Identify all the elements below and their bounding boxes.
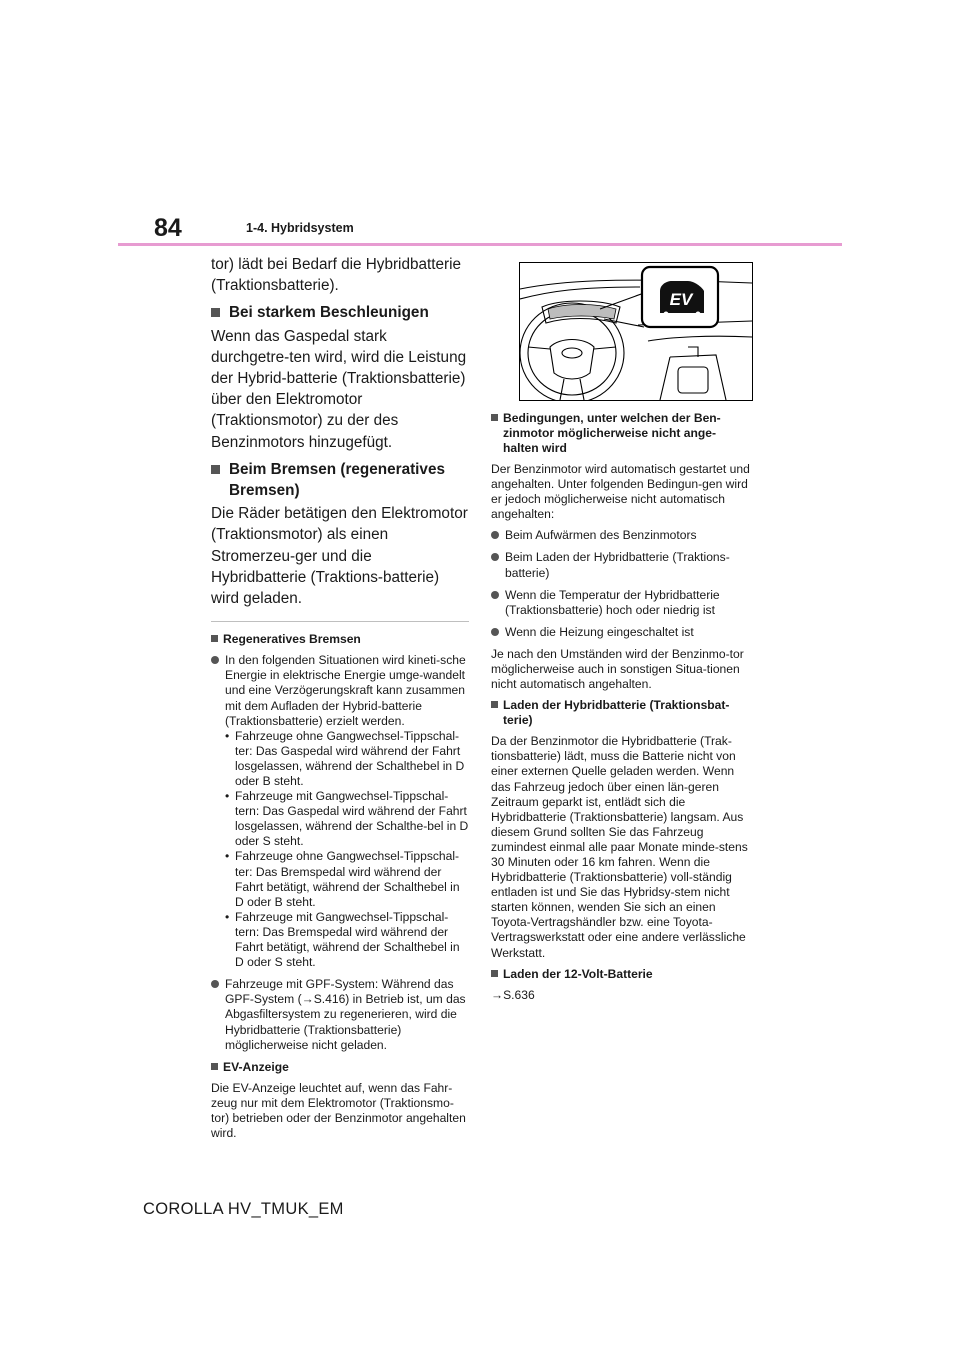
heading-12v-text: Laden der 12-Volt-Batterie: [503, 966, 653, 981]
condition-bullet-text: Wenn die Heizung eingeschaltet ist: [505, 624, 694, 639]
dashboard-drawing: [520, 263, 752, 400]
page-number: 84: [154, 214, 182, 242]
condition-bullet: [491, 588, 751, 618]
square-bullet-icon: [491, 970, 498, 977]
section-title: 1-4. Hybridsystem: [246, 221, 354, 235]
heading-ev-text: EV-Anzeige: [223, 1059, 289, 1074]
condition-bullet: [491, 625, 751, 640]
heading-engine-conditions: [491, 411, 751, 456]
regen-subitem: [225, 789, 469, 849]
regen-subitem-text: Fahrzeuge mit Gangwechsel-Tippschal-tern: Das Gaspedal wird während der Fahrt losgelassen, während der Schalthe-bel in D oder S steht.: [235, 789, 469, 849]
regen-bullet-1: [211, 653, 469, 970]
round-bullet-icon: [211, 656, 219, 664]
regen-subitem-text: Fahrzeuge ohne Gangwechsel-Tippschal-ter: Das Bremspedal wird während der Fahrt betätigt, während der Schalthebel in D oder B steht.: [235, 849, 460, 909]
intro-paragraph: tor) lädt bei Bedarf die Hybridbatterie (Traktionsbatterie).: [211, 256, 461, 295]
ev-paragraph: Die EV-Anzeige leuchtet auf, wenn das Fahr-zeug nur mit dem Elektromotor (Traktionsmo-tor) betrieben oder der Benzinmotor angehalten wird.: [211, 1080, 466, 1140]
subitem-dot-icon: •: [225, 728, 230, 743]
heading-hybrid-charging: [491, 698, 751, 728]
heading-engine-conditions-text: Bedingungen, unter welchen der Ben-zinmotor möglicherweise nicht ange-halten wird: [503, 411, 721, 455]
acceleration-paragraph: Wenn das Gaspedal stark durchgetre-ten wird, wird die Leistung der Hybrid-batterie (Traktionsbatterie) über den Elektromotor (Traktionsmotor) zu der des Benzinmotors hinzugefügt.: [211, 327, 467, 451]
conditions-paragraph: Der Benzinmotor wird automatisch gestartet und angehalten. Unter folgenden Bedingun-gen wird er jedoch möglicherweise nicht automatisch angehalten:: [491, 462, 750, 522]
dashboard-illustration: [519, 262, 753, 401]
condition-bullet-text: Wenn die Temperatur der Hybridbatterie (Traktionsbatterie) hoch oder niedrig ist: [505, 587, 720, 617]
regen-bullet-1-text: In den folgenden Situationen wird kineti-sche Energie in elektrische Energie umge-wandelt und eine Verzögerungskraft kann zusammen mit dem Aufladen der Hybrid-batterie (Traktionsbatterie) erzielt werden.: [225, 653, 466, 728]
regen-subitem-text: Fahrzeuge mit Gangwechsel-Tippschal-tern: Das Bremspedal wird während der Fahrt betätigt, während der Schalthebel in D oder S steht.: [235, 909, 460, 970]
square-bullet-icon: [491, 701, 498, 708]
left-column: [211, 254, 469, 1147]
condition-bullet: [491, 550, 751, 580]
heading-hybrid-charging-text: Laden der Hybridbatterie (Traktionsbat-terie): [503, 698, 730, 728]
heading-acceleration-text: Bei starkem Beschleunigen: [229, 304, 429, 322]
subitem-dot-icon: •: [225, 849, 230, 864]
square-bullet-icon: [211, 465, 220, 474]
footer-model: COROLLA HV_TMUK_EM: [143, 1200, 344, 1218]
heading-braking-text: Beim Bremsen (regeneratives Bremsen): [229, 460, 445, 500]
regen-subitem: [225, 910, 469, 970]
heading-braking: [211, 459, 469, 501]
subitem-dot-icon: •: [225, 909, 230, 924]
condition-bullet-text: Beim Laden der Hybridbatterie (Traktions-batterie): [505, 550, 730, 580]
heading-12v-battery: [491, 967, 751, 982]
condition-bullet: [491, 528, 751, 543]
regen-subitem: [225, 729, 469, 789]
conditions-paragraph-2: Je nach den Umständen wird der Benzinmo-tor möglicherweise auch in sonstigen Situa-tionen nicht automatisch angehalten.: [491, 646, 744, 692]
square-bullet-icon: [211, 635, 218, 642]
heading-ev-indicator: [211, 1060, 469, 1075]
section-divider: [211, 621, 469, 622]
ev-label: EV: [669, 290, 693, 309]
regen-bullet-2-text: Fahrzeuge mit GPF-System: Während das GPF-System (→S.416) in Betrieb ist, um das Abgasfiltersystem zu regenerieren, wird die Hybridbatterie (Traktionsbatterie) möglicherweise nicht geladen.: [225, 977, 466, 1052]
regen-subitem-text: Fahrzeuge ohne Gangwechsel-Tippschal-ter: Das Gaspedal wird während der Fahrt losgelassen, während der Schalthebel in D oder B steht.: [235, 728, 465, 788]
heading-acceleration: [211, 302, 469, 323]
charging-paragraph: Da der Benzinmotor die Hybridbatterie (Trak-tionsbatterie) lädt, muss die Batterie nicht von einer externen Quelle geladen werden. Wenn das Fahrzeug jedoch über einen län-geren Zeitraum geparkt ist, entlädt sich die Hybridbatterie (Traktionsbatterie) langsam. Aus diesem Grund sollten Sie das Fahrzeug zumindest einmal alle paar Monate minde-stens 30 Minuten oder 16 km fahren. Wenn die Hybridbatterie (Traktionsbatterie) voll-ständig entladen ist und Sie das Hybridsy-stem nicht starten können, wenden Sie sich an einen Toyota-Vertragshändler bzw. eine Toyota-Vertragswerkstatt oder eine andere verlässliche Werkstatt.: [491, 734, 748, 960]
heading-regen-text: Regeneratives Bremsen: [223, 632, 361, 647]
round-bullet-icon: [491, 628, 499, 636]
braking-paragraph: Die Räder betätigen den Elektromotor (Traktionsmotor) als einen Stromerzeu-ger und die Hybridbatterie (Traktions-batterie) wird geladen.: [211, 505, 468, 608]
page-reference-link[interactable]: →S.636: [491, 987, 535, 1002]
round-bullet-icon: [491, 591, 499, 599]
regen-subitem: [225, 849, 469, 909]
square-bullet-icon: [211, 308, 220, 317]
square-bullet-icon: [211, 1063, 218, 1070]
subitem-dot-icon: •: [225, 789, 230, 804]
round-bullet-icon: [491, 531, 499, 539]
round-bullet-icon: [211, 980, 219, 988]
round-bullet-icon: [491, 553, 499, 561]
regen-bullet-2: [211, 977, 469, 1052]
heading-regen: [211, 632, 469, 647]
square-bullet-icon: [491, 414, 498, 421]
condition-bullet-text: Beim Aufwärmen des Benzinmotors: [505, 528, 697, 543]
right-column: [491, 262, 751, 1009]
header-rule: [118, 243, 842, 246]
